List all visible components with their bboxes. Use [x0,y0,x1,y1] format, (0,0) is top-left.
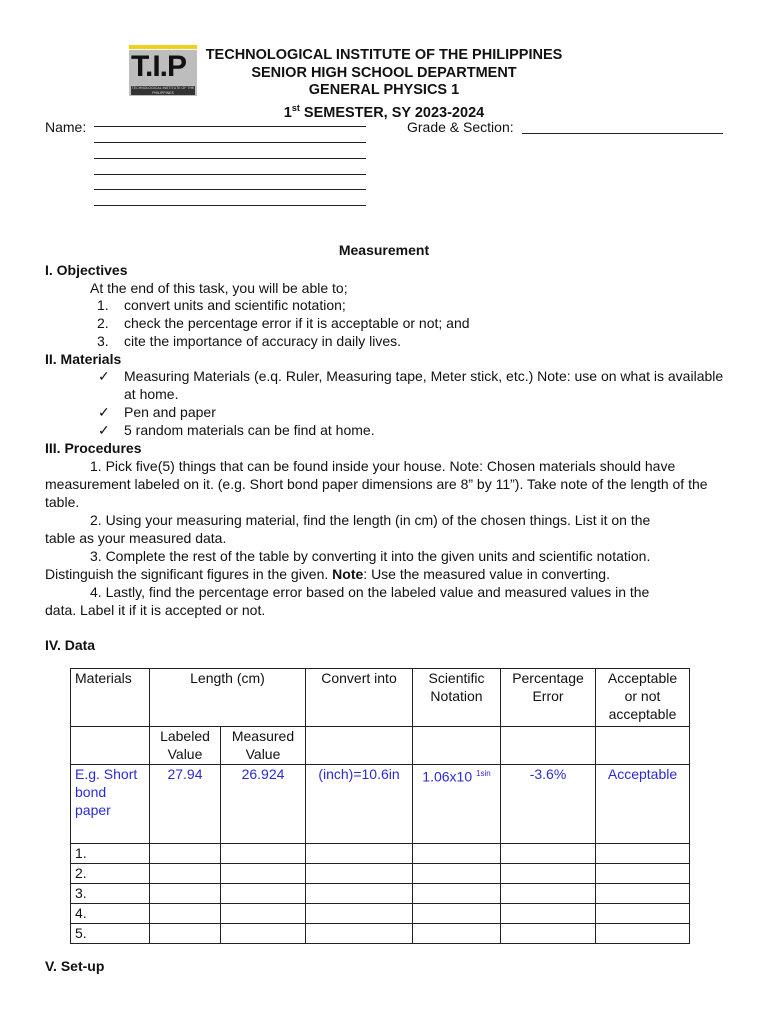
header-labeled-value: Labeled Value [150,727,221,765]
table-row [71,844,690,864]
table-row [71,884,690,904]
table-cell[interactable] [306,727,413,765]
procedure-step-2: 2. Using your measuring material, find the length (in cm) of the chosen things. List it on the table as your measured data. [45,512,651,546]
table-cell[interactable] [413,727,501,765]
table-cell[interactable] [596,844,690,864]
table-cell[interactable] [150,924,221,944]
header-measured-value: Measured Value [221,727,306,765]
header-materials: Materials [71,669,150,727]
department-name: SENIOR HIGH SCHOOL DEPARTMENT [251,64,517,81]
header-length: Length (cm) [150,669,306,727]
row-number: 2. [71,864,150,884]
table-cell[interactable] [413,904,501,924]
table-cell[interactable] [596,904,690,924]
grade-section-line[interactable] [522,133,723,134]
materials-heading: II. Materials [45,351,122,367]
table-cell[interactable] [150,904,221,924]
table-row-example [71,765,690,844]
name-line-3[interactable] [94,158,366,159]
material-item: ✓ 5 random materials can be find at home. [98,422,375,438]
table-cell[interactable] [306,884,413,904]
example-material: E.g. Short bond paper [71,765,150,844]
table-cell[interactable] [413,924,501,944]
procedure-step-4: 4. Lastly, find the percentage error based on the labeled value and measured values in the data. Label it if it is accepted or not. [45,584,650,618]
table-cell[interactable] [596,864,690,884]
checkmark-icon: ✓ [98,368,110,384]
objective-item: 1. convert units and scientific notation; [97,297,346,313]
row-number: 5. [71,924,150,944]
material-item: ✓ Pen and paper [98,404,216,420]
row-number: 1. [71,844,150,864]
name-line-1[interactable] [94,126,366,127]
procedures-heading: III. Procedures [45,440,142,456]
table-cell[interactable] [501,904,596,924]
table-cell[interactable] [221,904,306,924]
header-percentage-error: Percentage Error [501,669,596,727]
table-cell[interactable] [596,727,690,765]
table-row [71,904,690,924]
header-convert: Convert into [306,669,413,727]
table-cell[interactable] [413,844,501,864]
table-cell[interactable] [71,727,150,765]
data-heading: IV. Data [45,637,96,653]
material-item: ✓ Measuring Materials (e.q. Ruler, Measuring tape, Meter stick, etc.) Note: use on what is available at home. [98,368,724,402]
checkmark-icon: ✓ [98,422,110,438]
name-line-6[interactable] [94,205,366,206]
table-cell[interactable] [221,864,306,884]
document-header [180,47,588,122]
table-cell[interactable] [150,864,221,884]
example-scientific: 1.06x10 $^{1sin}$ [413,765,501,844]
table-cell[interactable] [150,844,221,864]
example-error: -3.6% [501,765,596,844]
table-cell[interactable] [150,884,221,904]
grade-section-label: Grade & Section: [407,119,514,135]
objective-item: 3. cite the importance of accuracy in daily lives. [97,333,402,349]
table-cell[interactable] [306,844,413,864]
table-cell[interactable] [596,884,690,904]
name-line-5[interactable] [94,189,366,190]
objectives-heading: I. Objectives [45,262,128,278]
data-table [70,668,690,944]
table-cell[interactable] [596,924,690,944]
table-cell[interactable] [501,864,596,884]
table-cell[interactable] [413,864,501,884]
example-convert: (inch)=10.6in [306,765,413,844]
table-cell[interactable] [306,864,413,884]
subject-name: GENERAL PHYSICS 1 [308,82,460,98]
semester-line: 1st SEMESTER, SY 2023-2024 [283,102,485,121]
table-subheader-row [71,727,690,765]
table-cell[interactable] [306,924,413,944]
procedure-step-3: 3. Complete the rest of the table by converting it into the given units and scientific notation. Distinguish the significant figures in the given. Note: Use the measured value in converting. [45,548,651,582]
page-title: Measurement [338,242,430,258]
table-cell[interactable] [501,884,596,904]
setup-heading: V. Set-up [45,958,105,974]
example-acceptable: Acceptable [596,765,690,844]
name-line-2[interactable] [94,142,366,143]
header-acceptable: Acceptable or not acceptable [596,669,690,727]
example-labeled: 27.94 [150,765,221,844]
table-cell[interactable] [306,904,413,924]
table-cell[interactable] [221,924,306,944]
row-number: 3. [71,884,150,904]
table-row [71,924,690,944]
table-header-row [71,669,690,727]
institution-name: TECHNOLOGICAL INSTITUTE OF THE PHILIPPINES [205,47,563,63]
objective-item: 2. check the percentage error if it is acceptable or not; and [97,315,470,331]
objectives-intro: At the end of this task, you will be able to; [90,280,348,296]
logo-letters: T.I.P [131,50,187,83]
table-row [71,864,690,884]
table-cell[interactable] [501,844,596,864]
logo-caption: TECHNOLOGICAL INSTITUTE OF THE PHILIPPINES [131,86,195,95]
table-cell[interactable] [501,924,596,944]
table-cell[interactable] [221,884,306,904]
checkmark-icon: ✓ [98,404,110,420]
example-measured: 26.924 [221,765,306,844]
table-cell[interactable] [413,884,501,904]
procedure-step-1: 1. Pick five(5) things that can be found inside your house. Note: Chosen materials should have measurement labeled on it. (e.g. Short bond paper dimensions are 8” by 11”). Take note of the length of the table. [45,458,708,510]
name-line-4[interactable] [94,174,366,175]
table-cell[interactable] [501,727,596,765]
row-number: 4. [71,904,150,924]
name-label: Name: [45,119,87,135]
table-cell[interactable] [221,844,306,864]
header-scientific-notation: Scientific Notation [413,669,501,727]
